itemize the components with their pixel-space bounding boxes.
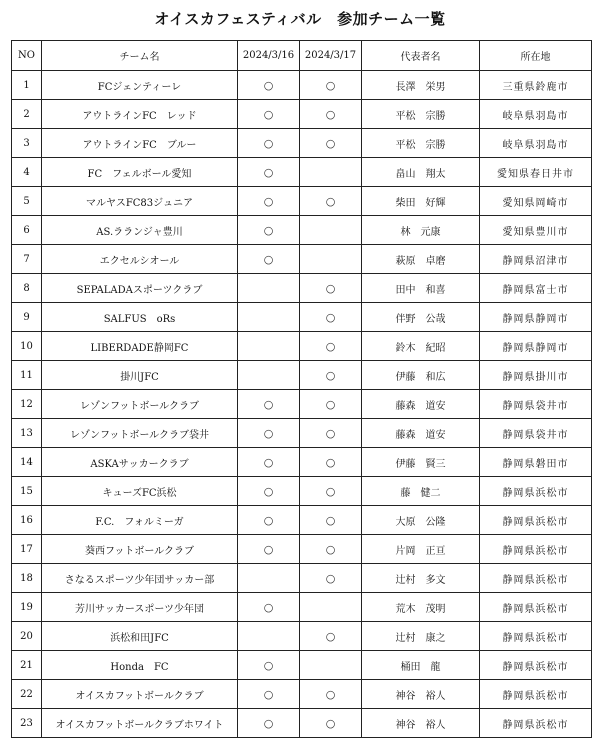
participation-mark: ○ [325,687,336,701]
cell-date-0316 [238,303,300,332]
cell-date-0317 [300,216,362,245]
cell-no: 15 [12,477,42,506]
cell-representative: 桶田 龍 [362,651,480,680]
cell-team-name: 浜松和田JFC [42,622,238,651]
table-row [12,680,592,709]
table-row [12,129,592,158]
cell-date-0317 [300,158,362,187]
participation-mark: ○ [325,339,336,353]
cell-team-name: エクセルシオール [42,245,238,274]
cell-team-name: 芳川サッカースポーツ少年団 [42,593,238,622]
cell-date-0317 [300,71,362,100]
participation-mark: ○ [325,629,336,643]
participation-mark: ○ [263,165,274,179]
table-row [12,709,592,738]
participation-mark: ○ [325,368,336,382]
table-row [12,564,592,593]
cell-date-0317 [300,448,362,477]
table-row [12,332,592,361]
cell-date-0316 [238,274,300,303]
cell-date-0316 [238,709,300,738]
participation-mark: ○ [325,484,336,498]
cell-team-name: SALFUS oRs [42,303,238,332]
cell-date-0317 [300,535,362,564]
cell-location: 静岡県浜松市 [480,593,592,622]
cell-team-name: アウトラインFC ブルー [42,129,238,158]
cell-no: 6 [12,216,42,245]
cell-no: 20 [12,622,42,651]
cell-representative: 萩原 卓磨 [362,245,480,274]
participation-mark: ○ [263,194,274,208]
cell-date-0317 [300,390,362,419]
participation-mark: ○ [263,542,274,556]
cell-no: 11 [12,361,42,390]
participation-mark: ○ [263,136,274,150]
participation-mark: ○ [325,107,336,121]
table-row [12,390,592,419]
cell-representative: 藤森 道安 [362,419,480,448]
cell-team-name: FC フェルボール愛知 [42,158,238,187]
cell-location: 愛知県豊川市 [480,216,592,245]
table-row [12,622,592,651]
cell-location: 岐阜県羽島市 [480,100,592,129]
table-row [12,419,592,448]
table-row [12,71,592,100]
cell-location: 静岡県富士市 [480,274,592,303]
cell-team-name: レゾンフットボールクラブ [42,390,238,419]
cell-representative: 伊藤 賢三 [362,448,480,477]
cell-location: 静岡県浜松市 [480,535,592,564]
cell-representative: 藤 健二 [362,477,480,506]
cell-date-0317 [300,129,362,158]
cell-date-0316 [238,419,300,448]
header-row [12,41,592,71]
cell-date-0317 [300,680,362,709]
cell-location: 静岡県静岡市 [480,332,592,361]
cell-location: 愛知県岡崎市 [480,187,592,216]
cell-location: 静岡県浜松市 [480,651,592,680]
cell-team-name: Honda FC [42,651,238,680]
cell-location: 静岡県掛川市 [480,361,592,390]
table-row [12,477,592,506]
cell-date-0316 [238,535,300,564]
page-title: オイスカフェスティバル 参加チーム一覧 [154,10,446,28]
cell-date-0316 [238,390,300,419]
header-location: 所在地 [480,41,592,71]
cell-no: 13 [12,419,42,448]
cell-location: 静岡県浜松市 [480,564,592,593]
cell-representative: 荒木 茂明 [362,593,480,622]
cell-team-name: キューズFC浜松 [42,477,238,506]
cell-team-name: LIBERDADE静岡FC [42,332,238,361]
cell-team-name: ASKAサッカークラブ [42,448,238,477]
table-row [12,158,592,187]
table-row [12,593,592,622]
participation-mark: ○ [263,513,274,527]
participation-mark: ○ [325,136,336,150]
participation-mark: ○ [325,571,336,585]
cell-location: 静岡県浜松市 [480,506,592,535]
cell-date-0317 [300,477,362,506]
cell-date-0316 [238,332,300,361]
cell-team-name: AS.ラランジャ豊川 [42,216,238,245]
cell-location: 静岡県浜松市 [480,622,592,651]
table-row [12,506,592,535]
table-row [12,448,592,477]
header-team-name: チーム名 [42,41,238,71]
cell-date-0317 [300,100,362,129]
header-no: NO [12,41,42,71]
cell-date-0316 [238,622,300,651]
cell-date-0316 [238,216,300,245]
cell-team-name: マルヤスFC83ジュニア [42,187,238,216]
cell-date-0317 [300,245,362,274]
participation-mark: ○ [325,426,336,440]
table-row [12,216,592,245]
cell-location: 静岡県袋井市 [480,419,592,448]
table-row [12,651,592,680]
cell-representative: 鈴木 紀昭 [362,332,480,361]
table-row [12,303,592,332]
table-row [12,187,592,216]
cell-representative: 片岡 正亘 [362,535,480,564]
header-date-0317: 2024/3/17 [300,41,362,71]
cell-location: 静岡県磐田市 [480,448,592,477]
cell-team-name: 掛川JFC [42,361,238,390]
cell-no: 4 [12,158,42,187]
cell-date-0316 [238,100,300,129]
participation-mark: ○ [325,78,336,92]
cell-no: 3 [12,129,42,158]
cell-representative: 田中 和喜 [362,274,480,303]
cell-representative: 神谷 裕人 [362,709,480,738]
table-row [12,274,592,303]
cell-date-0316 [238,477,300,506]
cell-date-0316 [238,448,300,477]
cell-location: 静岡県浜松市 [480,680,592,709]
cell-no: 1 [12,71,42,100]
cell-representative: 平松 宗勝 [362,129,480,158]
cell-team-name: FCジェンティーレ [42,71,238,100]
cell-location: 静岡県浜松市 [480,477,592,506]
cell-representative: 辻村 多文 [362,564,480,593]
cell-no: 5 [12,187,42,216]
cell-no: 12 [12,390,42,419]
cell-team-name: アウトラインFC レッド [42,100,238,129]
cell-location: 静岡県浜松市 [480,709,592,738]
cell-date-0316 [238,651,300,680]
cell-date-0317 [300,419,362,448]
cell-team-name: オイスカフットボールクラブホワイト [42,709,238,738]
cell-date-0317 [300,274,362,303]
table-body [12,71,592,738]
cell-no: 8 [12,274,42,303]
cell-team-name: さなるスポーツ少年団サッカー部 [42,564,238,593]
cell-date-0316 [238,593,300,622]
cell-date-0317 [300,303,362,332]
cell-date-0316 [238,187,300,216]
cell-no: 2 [12,100,42,129]
cell-location: 静岡県静岡市 [480,303,592,332]
cell-date-0317 [300,622,362,651]
participation-mark: ○ [325,716,336,730]
cell-location: 三重県鈴鹿市 [480,71,592,100]
cell-date-0317 [300,506,362,535]
participation-mark: ○ [263,107,274,121]
cell-date-0316 [238,158,300,187]
header-representative: 代表者名 [362,41,480,71]
cell-no: 23 [12,709,42,738]
participation-mark: ○ [263,223,274,237]
cell-date-0317 [300,651,362,680]
cell-team-name: F.C. フォルミーガ [42,506,238,535]
table-row [12,361,592,390]
participation-mark: ○ [263,78,274,92]
cell-date-0316 [238,129,300,158]
cell-date-0317 [300,593,362,622]
cell-no: 14 [12,448,42,477]
cell-date-0316 [238,680,300,709]
cell-date-0317 [300,187,362,216]
cell-representative: 平松 宗勝 [362,100,480,129]
cell-location: 岐阜県羽島市 [480,129,592,158]
table-row [12,245,592,274]
table-row [12,100,592,129]
table-header [12,41,592,71]
cell-date-0316 [238,564,300,593]
participation-mark: ○ [263,252,274,266]
cell-date-0316 [238,361,300,390]
participation-mark: ○ [325,281,336,295]
participation-mark: ○ [263,484,274,498]
participation-mark: ○ [263,455,274,469]
cell-representative: 辻村 康之 [362,622,480,651]
cell-date-0317 [300,361,362,390]
cell-representative: 伴野 公哉 [362,303,480,332]
participation-mark: ○ [325,542,336,556]
cell-no: 10 [12,332,42,361]
cell-date-0316 [238,506,300,535]
cell-representative: 長澤 栄男 [362,71,480,100]
cell-location: 静岡県沼津市 [480,245,592,274]
header-date-0316: 2024/3/16 [238,41,300,71]
participation-mark: ○ [325,194,336,208]
cell-date-0316 [238,71,300,100]
participation-mark: ○ [263,658,274,672]
table-row [12,535,592,564]
participation-mark: ○ [263,426,274,440]
cell-date-0317 [300,564,362,593]
cell-location: 愛知県春日井市 [480,158,592,187]
participation-mark: ○ [263,716,274,730]
cell-no: 17 [12,535,42,564]
cell-team-name: オイスカフットボールクラブ [42,680,238,709]
cell-representative: 伊藤 和広 [362,361,480,390]
cell-representative: 神谷 裕人 [362,680,480,709]
cell-no: 19 [12,593,42,622]
participation-mark: ○ [263,687,274,701]
cell-representative: 藤森 道安 [362,390,480,419]
cell-representative: 柴田 好輝 [362,187,480,216]
cell-no: 9 [12,303,42,332]
participation-mark: ○ [325,310,336,324]
cell-no: 16 [12,506,42,535]
participation-mark: ○ [263,397,274,411]
cell-no: 22 [12,680,42,709]
cell-team-name: レゾンフットボールクラブ袋井 [42,419,238,448]
cell-date-0316 [238,245,300,274]
participation-mark: ○ [325,513,336,527]
cell-no: 7 [12,245,42,274]
cell-date-0317 [300,709,362,738]
cell-date-0317 [300,332,362,361]
cell-team-name: SEPALADAスポーツクラブ [42,274,238,303]
cell-location: 静岡県袋井市 [480,390,592,419]
cell-team-name: 葵西フットボールクラブ [42,535,238,564]
cell-no: 21 [12,651,42,680]
cell-no: 18 [12,564,42,593]
participation-mark: ○ [325,455,336,469]
cell-representative: 林 元康 [362,216,480,245]
participation-mark: ○ [263,600,274,614]
participant-table [11,40,592,738]
participation-mark: ○ [325,397,336,411]
cell-representative: 大原 公隆 [362,506,480,535]
cell-representative: 畠山 翔太 [362,158,480,187]
